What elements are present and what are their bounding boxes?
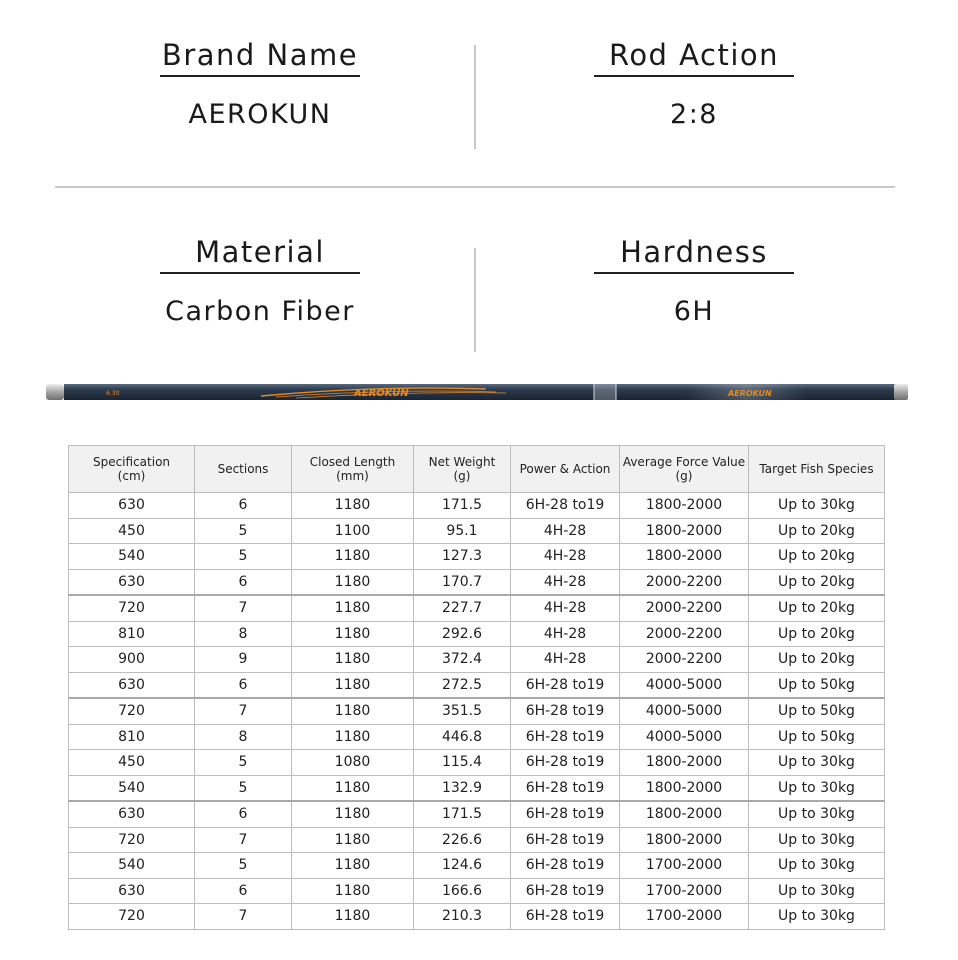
cell-average-force: 1800-2000 [620, 750, 749, 776]
cell-average-force: 1700-2000 [620, 853, 749, 879]
header-sections-title: Sections [217, 462, 269, 476]
header-closed-length-unit: (mm) [336, 469, 369, 483]
table-row [69, 493, 885, 519]
header-specification-title: Specification [92, 455, 171, 469]
cell-sections: 5 [195, 544, 292, 570]
cell-sections: 5 [195, 775, 292, 801]
horizontal-divider [55, 186, 895, 188]
cell-closed-length: 1180 [292, 595, 414, 621]
cell-net-weight: 372.4 [414, 647, 511, 673]
cell-net-weight: 272.5 [414, 672, 511, 698]
table-row [69, 827, 885, 853]
cell-net-weight: 171.5 [414, 493, 511, 519]
cell-specification: 900 [69, 647, 195, 673]
cell-net-weight: 210.3 [414, 904, 511, 930]
cell-closed-length: 1180 [292, 647, 414, 673]
cell-average-force: 1800-2000 [620, 518, 749, 544]
cell-closed-length: 1180 [292, 801, 414, 827]
table-row [69, 672, 885, 698]
cell-power-action: 4H-28 [511, 595, 620, 621]
header-target-fish [749, 446, 885, 493]
material-underline [160, 272, 360, 274]
cell-sections: 9 [195, 647, 292, 673]
cell-closed-length: 1180 [292, 544, 414, 570]
cell-specification: 630 [69, 672, 195, 698]
table-row [69, 595, 885, 621]
cell-specification: 810 [69, 724, 195, 750]
cell-power-action: 6H-28 to19 [511, 698, 620, 724]
cell-net-weight: 171.5 [414, 801, 511, 827]
header-net-weight-unit: (g) [453, 469, 471, 483]
cell-target-fish: Up to 30kg [749, 853, 885, 879]
cell-average-force: 2000-2200 [620, 595, 749, 621]
hardness-value: 6H [673, 296, 715, 327]
table-body [69, 493, 885, 930]
cell-net-weight: 227.7 [414, 595, 511, 621]
cell-average-force: 2000-2200 [620, 569, 749, 595]
header-target-fish-title: Target Fish Species [759, 462, 874, 476]
cell-average-force: 2000-2200 [620, 647, 749, 673]
rod-action-value: 2:8 [670, 99, 718, 130]
cell-target-fish: Up to 30kg [749, 750, 885, 776]
cell-power-action: 6H-28 to19 [511, 801, 620, 827]
cell-average-force: 1700-2000 [620, 904, 749, 930]
cell-specification: 450 [69, 750, 195, 776]
cell-specification: 630 [69, 878, 195, 904]
cell-sections: 5 [195, 750, 292, 776]
table-row [69, 518, 885, 544]
hardness-underline [594, 272, 794, 274]
bottom-vertical-divider [474, 248, 476, 352]
cell-average-force: 2000-2200 [620, 621, 749, 647]
cell-closed-length: 1180 [292, 698, 414, 724]
cell-sections: 7 [195, 904, 292, 930]
cell-net-weight: 446.8 [414, 724, 511, 750]
cell-sections: 8 [195, 724, 292, 750]
cell-closed-length: 1180 [292, 904, 414, 930]
cell-specification: 450 [69, 518, 195, 544]
table-row [69, 904, 885, 930]
cell-power-action: 6H-28 to19 [511, 493, 620, 519]
cell-net-weight: 170.7 [414, 569, 511, 595]
cell-closed-length: 1080 [292, 750, 414, 776]
cell-closed-length: 1180 [292, 672, 414, 698]
cell-specification: 630 [69, 569, 195, 595]
cell-power-action: 6H-28 to19 [511, 775, 620, 801]
cell-target-fish: Up to 30kg [749, 827, 885, 853]
cell-power-action: 6H-28 to19 [511, 750, 620, 776]
header-power-action-title: Power & Action [519, 462, 611, 476]
cell-closed-length: 1180 [292, 775, 414, 801]
rod-logo-tip: AEROKUN [728, 389, 772, 398]
cell-sections: 5 [195, 518, 292, 544]
rod-grip-mark: 6.30 [106, 390, 120, 397]
cell-net-weight: 124.6 [414, 853, 511, 879]
cell-net-weight: 351.5 [414, 698, 511, 724]
cell-target-fish: Up to 30kg [749, 801, 885, 827]
cell-specification: 720 [69, 827, 195, 853]
rod-logo-main: AEROKUN [354, 388, 409, 399]
table-row [69, 569, 885, 595]
header-closed-length [292, 446, 414, 493]
cell-average-force: 1700-2000 [620, 878, 749, 904]
cell-specification: 540 [69, 775, 195, 801]
table-row [69, 647, 885, 673]
rod-action-underline [594, 75, 794, 77]
cell-closed-length: 1180 [292, 853, 414, 879]
material-value: Carbon Fiber [165, 296, 355, 327]
fishing-rod-image [46, 378, 912, 406]
cell-average-force: 1800-2000 [620, 775, 749, 801]
cell-specification: 720 [69, 904, 195, 930]
cell-target-fish: Up to 20kg [749, 569, 885, 595]
cell-closed-length: 1180 [292, 724, 414, 750]
cell-target-fish: Up to 20kg [749, 595, 885, 621]
table-row [69, 698, 885, 724]
header-closed-length-title: Closed Length [309, 455, 396, 469]
cell-target-fish: Up to 30kg [749, 775, 885, 801]
cell-target-fish: Up to 50kg [749, 698, 885, 724]
cell-target-fish: Up to 30kg [749, 878, 885, 904]
cell-power-action: 4H-28 [511, 518, 620, 544]
cell-average-force: 1800-2000 [620, 544, 749, 570]
cell-net-weight: 292.6 [414, 621, 511, 647]
butt-cap [46, 384, 64, 400]
cell-power-action: 6H-28 to19 [511, 827, 620, 853]
tip-cap [894, 384, 908, 400]
cell-net-weight: 226.6 [414, 827, 511, 853]
header-net-weight-title: Net Weight [428, 455, 496, 469]
cell-specification: 720 [69, 698, 195, 724]
cell-sections: 8 [195, 621, 292, 647]
cell-sections: 6 [195, 801, 292, 827]
cell-average-force: 4000-5000 [620, 698, 749, 724]
header-sections [195, 446, 292, 493]
cell-specification: 540 [69, 853, 195, 879]
cell-specification: 630 [69, 493, 195, 519]
cell-power-action: 4H-28 [511, 544, 620, 570]
cell-target-fish: Up to 50kg [749, 672, 885, 698]
cell-power-action: 4H-28 [511, 569, 620, 595]
cell-closed-length: 1180 [292, 878, 414, 904]
cell-average-force: 1800-2000 [620, 493, 749, 519]
cell-sections: 6 [195, 493, 292, 519]
brand-name-block [150, 35, 370, 130]
table-row [69, 544, 885, 570]
cell-target-fish: Up to 30kg [749, 493, 885, 519]
cell-target-fish: Up to 50kg [749, 724, 885, 750]
cell-net-weight: 95.1 [414, 518, 511, 544]
rod-action-label: Rod Action [608, 38, 780, 72]
cell-sections: 6 [195, 878, 292, 904]
brand-name-label: Brand Name [161, 38, 359, 72]
spec-table [68, 445, 885, 930]
cell-target-fish: Up to 30kg [749, 904, 885, 930]
cell-sections: 7 [195, 698, 292, 724]
rod-action-block [584, 35, 804, 130]
hardness-block [584, 232, 804, 327]
cell-power-action: 4H-28 [511, 647, 620, 673]
material-label: Material [195, 235, 325, 269]
cell-closed-length: 1100 [292, 518, 414, 544]
table-row [69, 724, 885, 750]
table-row [69, 750, 885, 776]
cell-target-fish: Up to 20kg [749, 647, 885, 673]
brand-name-underline [160, 75, 360, 77]
cell-power-action: 6H-28 to19 [511, 878, 620, 904]
cell-net-weight: 127.3 [414, 544, 511, 570]
table-header-row [69, 446, 885, 493]
table-row [69, 878, 885, 904]
cell-net-weight: 115.4 [414, 750, 511, 776]
cell-power-action: 6H-28 to19 [511, 724, 620, 750]
header-specification [69, 446, 195, 493]
cell-sections: 6 [195, 672, 292, 698]
table-row [69, 801, 885, 827]
cell-net-weight: 132.9 [414, 775, 511, 801]
cell-sections: 7 [195, 827, 292, 853]
cell-target-fish: Up to 20kg [749, 621, 885, 647]
cell-closed-length: 1180 [292, 569, 414, 595]
cell-average-force: 4000-5000 [620, 724, 749, 750]
hardness-label: Hardness [620, 235, 768, 269]
material-block [150, 232, 370, 327]
cell-power-action: 4H-28 [511, 621, 620, 647]
cell-average-force: 1800-2000 [620, 801, 749, 827]
table-row [69, 621, 885, 647]
cell-net-weight: 166.6 [414, 878, 511, 904]
cell-specification: 630 [69, 801, 195, 827]
header-average-force-title: Average Force Value [622, 455, 746, 469]
table-row [69, 775, 885, 801]
cell-sections: 6 [195, 569, 292, 595]
header-specification-unit: (cm) [117, 469, 146, 483]
cell-power-action: 6H-28 to19 [511, 853, 620, 879]
cell-sections: 5 [195, 853, 292, 879]
cell-target-fish: Up to 20kg [749, 518, 885, 544]
cell-average-force: 4000-5000 [620, 672, 749, 698]
cell-target-fish: Up to 20kg [749, 544, 885, 570]
cell-closed-length: 1180 [292, 621, 414, 647]
cell-specification: 810 [69, 621, 195, 647]
cell-power-action: 6H-28 to19 [511, 904, 620, 930]
cell-average-force: 1800-2000 [620, 827, 749, 853]
header-average-force-unit: (g) [675, 469, 693, 483]
table-row [69, 853, 885, 879]
header-average-force [620, 446, 749, 493]
cell-sections: 7 [195, 595, 292, 621]
cell-specification: 720 [69, 595, 195, 621]
header-net-weight [414, 446, 511, 493]
cell-closed-length: 1180 [292, 493, 414, 519]
cell-power-action: 6H-28 to19 [511, 672, 620, 698]
header-power-action [511, 446, 620, 493]
cell-specification: 540 [69, 544, 195, 570]
top-vertical-divider [474, 45, 476, 149]
cell-closed-length: 1180 [292, 827, 414, 853]
brand-name-value: AEROKUN [188, 99, 332, 130]
